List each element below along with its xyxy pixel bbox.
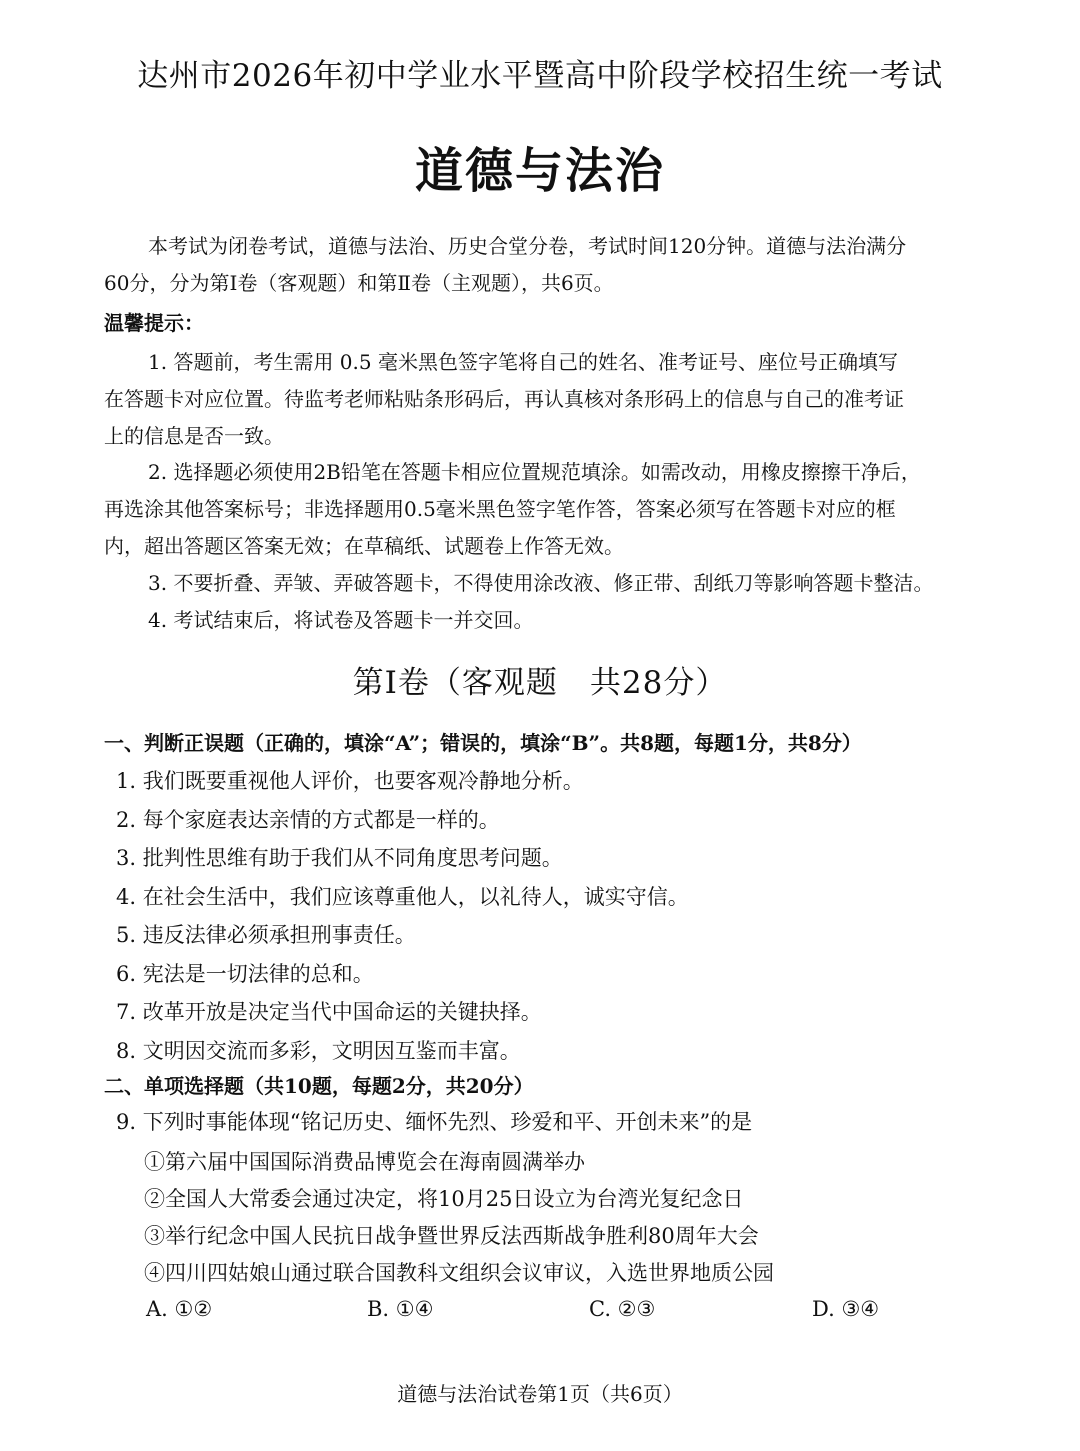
option-a: A. ①② [146, 1297, 213, 1321]
exam-intro [104, 228, 984, 302]
judgment-item: 5. 违反法律必须承担刑事责任。 [116, 923, 416, 947]
statement-item: ③举行纪念中国人民抗日战争暨世界反法西斯战争胜利80周年大会 [144, 1224, 759, 1248]
intro-line: 本考试为闭卷考试，道德与法治、历史合堂分卷，考试时间120分钟。道德与法治满分 [148, 234, 907, 258]
judgment-item: 4. 在社会生活中，我们应该尊重他人，以礼待人，诚实守信。 [116, 884, 689, 909]
judgment-item: 1. 我们既要重视他人评价，也要客观冷静地分析。 [116, 769, 584, 793]
exam-header-title: 达州市2026年初中学业水平暨高中阶段学校招生统一考试 [137, 58, 943, 94]
judgment-item: 8. 文明因交流而多彩，文明因互鉴而丰富。 [116, 1038, 521, 1063]
judgment-item: 7. 改革开放是决定当代中国命运的关键抉择。 [116, 1000, 542, 1024]
statement-item: ④四川四姑娘山通过联合国教科文组织会议审议，入选世界地质公园 [144, 1261, 774, 1285]
subject-title: 道德与法治 [414, 143, 665, 199]
note-1 [104, 344, 984, 455]
note-4 [104, 602, 984, 639]
note-line: 3. 不要折叠、弄皱、弄破答题卡，不得使用涂改液、修正带、刮纸刀等影响答题卡整洁。 [148, 571, 934, 595]
note-2 [104, 454, 984, 565]
note-line: 1. 答题前，考生需用 0.5 毫米黑色签字笔将自己的姓名、准考证号、座位号正确填写 [148, 350, 898, 374]
note-line: 内，超出答题区答案无效；在草稿纸、试题卷上作答无效。 [104, 534, 624, 558]
judgment-item: 6. 宪法是一切法律的总和。 [116, 961, 374, 986]
option-b: B. ①④ [367, 1297, 434, 1321]
option-c: C. ②③ [589, 1297, 656, 1321]
judgment-item: 2. 每个家庭表达亲情的方式都是一样的。 [116, 807, 500, 832]
statement-item: ②全国人大常委会通过决定，将10月25日设立为台湾光复纪念日 [144, 1187, 744, 1211]
page-footer: 道德与法治试卷第1页（共6页） [397, 1382, 683, 1406]
part1-heading: 一、判断正误题（正确的，填涂“A”；错误的，填涂“B”。共8题，每题1分，共8分） [104, 731, 862, 755]
judgment-list [116, 762, 976, 1070]
judgment-item: 3. 批判性思维有助于我们从不同角度思考问题。 [116, 846, 563, 870]
part2-heading: 二、单项选择题（共10题，每题2分，共20分） [104, 1074, 534, 1098]
note-line: 在答题卡对应位置。待监考老师粘贴条形码后，再认真核对条形码上的信息与自己的准考证 [104, 387, 904, 411]
note-3 [104, 565, 984, 602]
note-line: 再选涂其他答案标号；非选择题用0.5毫米黑色签字笔作答，答案必须写在答题卡对应的框 [104, 497, 896, 521]
intro-line: 60分，分为第Ⅰ卷（客观题）和第Ⅱ卷（主观题），共6页。 [104, 271, 614, 295]
statement-item: ①第六届中国国际消费品博览会在海南圆满举办 [144, 1150, 585, 1174]
note-line: 2. 选择题必须使用2B铅笔在答题卡相应位置规范填涂。如需改动，用橡皮擦擦干净后， [148, 460, 921, 484]
question-9-statements [144, 1144, 774, 1292]
note-line: 上的信息是否一致。 [104, 424, 284, 448]
section-title: 第Ⅰ卷（客观题 共28分） [352, 665, 728, 701]
note-line: 4. 考试结束后，将试卷及答题卡一并交回。 [148, 608, 534, 632]
question-9-stem: 9. 下列时事能体现“铭记历史、缅怀先烈、珍爱和平、开创未来”的是 [116, 1110, 753, 1134]
tips-heading: 温馨提示： [104, 311, 204, 335]
option-d: D. ③④ [812, 1297, 880, 1321]
